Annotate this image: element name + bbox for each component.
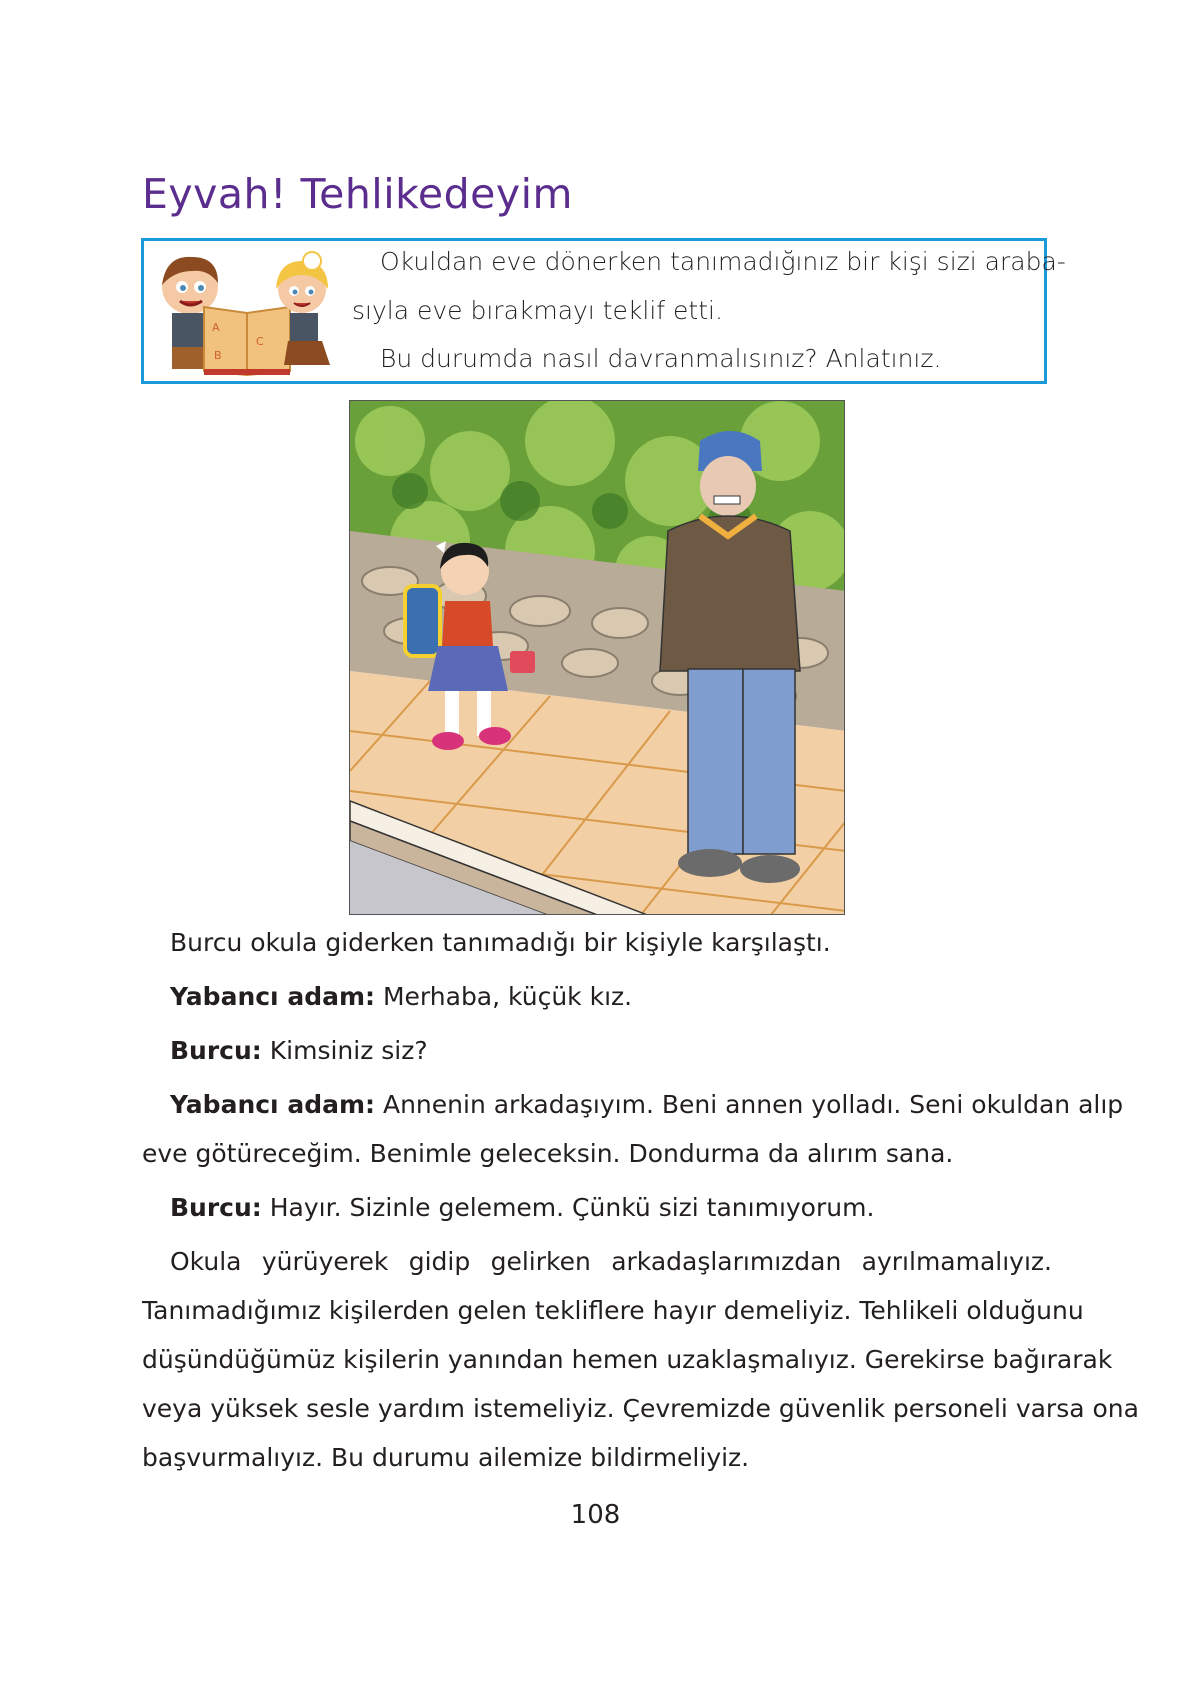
advice-line-2: Tanımadığımız kişilerden gelen tekliflere hayır demeliyiz. Tehlikeli olduğunu (142, 1296, 1084, 1325)
dialogue-text: Annenin arkadaşıyım. Beni annen yolladı. Seni okuldan alıp (382, 1090, 1124, 1119)
dialogue-text: Kimsiniz siz? (269, 1036, 428, 1065)
advice-line-1: Okula yürüyerek gidip gelirken arkadaşlarımızdan ayrılmamalıyız. (170, 1247, 1052, 1276)
speaker-label: Burcu: (170, 1193, 262, 1222)
speaker-label: Yabancı adam: (170, 1090, 376, 1119)
dialogue-line-4 (170, 1193, 1080, 1223)
intro-question: Bu durumda nasıl davranmalısınız? Anlatınız. (380, 344, 942, 373)
dialogue-text: Hayır. Sizinle gelemem. Çünkü sizi tanımıyorum. (269, 1193, 875, 1222)
advice-line-4: veya yüksek sesle yardım istemeliyiz. Çevremizde güvenlik personeli varsa ona (142, 1394, 1139, 1423)
dialogue-line-3-continuation: eve götüreceğim. Benimle geleceksin. Dondurma da alırım sana. (142, 1139, 954, 1168)
page-title: Eyvah! Tehlikedeyim (142, 170, 573, 218)
dialogue-line-2 (170, 1036, 1080, 1066)
children-reading-book-icon (152, 247, 337, 377)
dialogue-text: Merhaba, küçük kız. (382, 982, 633, 1011)
svg-text:C: C (256, 335, 264, 348)
svg-text:B: B (214, 349, 222, 362)
dialogue-line-1 (170, 982, 1080, 1012)
scene-illustration (349, 400, 845, 915)
svg-text:A: A (212, 321, 220, 334)
intro-line-2: sıyla eve bırakmayı teklif etti. (352, 296, 723, 325)
intro-line-1: Okuldan eve dönerken tanımadığınız bir kişi sizi araba- (380, 247, 1066, 276)
advice-line-5: başvurmalıyız. Bu durumu ailemize bildirmeliyiz. (142, 1443, 750, 1472)
page-number: 108 (570, 1500, 621, 1530)
speaker-label: Yabancı adam: (170, 982, 376, 1011)
narration-line: Burcu okula giderken tanımadığı bir kişiyle karşılaştı. (170, 928, 831, 957)
stranger-danger-scene-icon (350, 401, 845, 915)
speaker-label: Burcu: (170, 1036, 262, 1065)
dialogue-line-3 (170, 1090, 1124, 1120)
intro-question-box (141, 238, 1066, 384)
advice-line-3: düşündüğümüz kişilerin yanından hemen uzaklaşmalıyız. Gerekirse bağırarak (142, 1345, 1113, 1374)
